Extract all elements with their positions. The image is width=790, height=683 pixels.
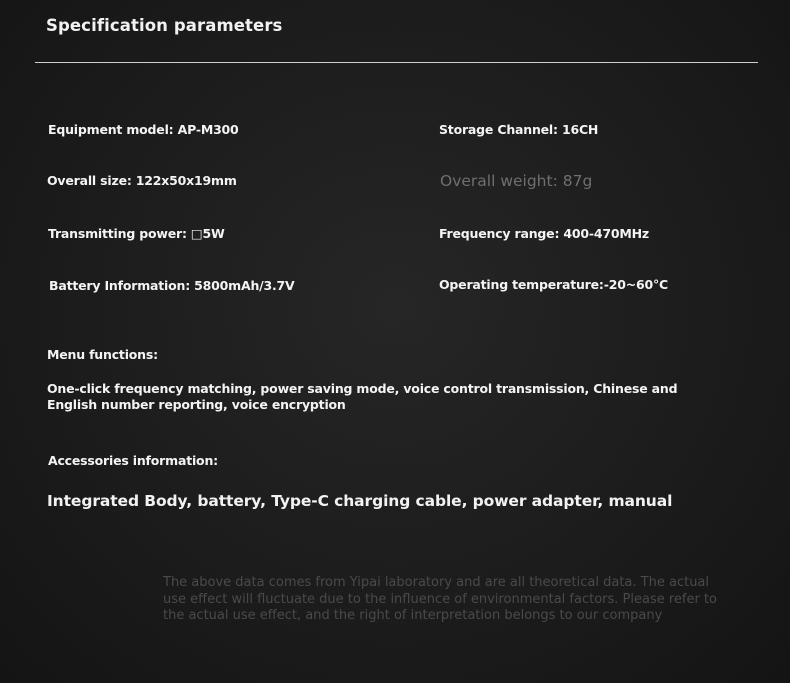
spec-transmitting-power: Transmitting power: □5W bbox=[48, 226, 225, 241]
title-divider bbox=[35, 62, 758, 63]
spec-equipment-model: Equipment model: AP-M300 bbox=[48, 122, 239, 137]
spec-battery-information: Battery Information: 5800mAh/3.7V bbox=[49, 278, 295, 293]
accessories-label: Accessories information: bbox=[48, 453, 218, 468]
spec-overall-weight: Overall weight: 87g bbox=[440, 172, 593, 190]
menu-functions-label: Menu functions: bbox=[47, 347, 158, 362]
spec-storage-channel: Storage Channel: 16CH bbox=[439, 122, 599, 137]
page-title: Specification parameters bbox=[46, 16, 283, 35]
spec-overall-size: Overall size: 122x50x19mm bbox=[47, 173, 237, 188]
spec-operating-temperature: Operating temperature:-20~60°C bbox=[439, 277, 669, 292]
menu-functions-text: One-click frequency matching, power saving mode, voice control transmission, Chinese and English number reporting, voice encryption bbox=[47, 381, 678, 412]
disclaimer-text: The above data comes from Yipai laboratory and are all theoretical data. The actual use effect will fluctuate due to the influence of environmental factors. Please refer to the actual use effect, and the right of interpretation belongs to our company bbox=[163, 575, 718, 623]
accessories-text: Integrated Body, battery, Type-C charging cable, power adapter, manual bbox=[47, 492, 673, 510]
spec-frequency-range: Frequency range: 400-470MHz bbox=[439, 226, 649, 241]
